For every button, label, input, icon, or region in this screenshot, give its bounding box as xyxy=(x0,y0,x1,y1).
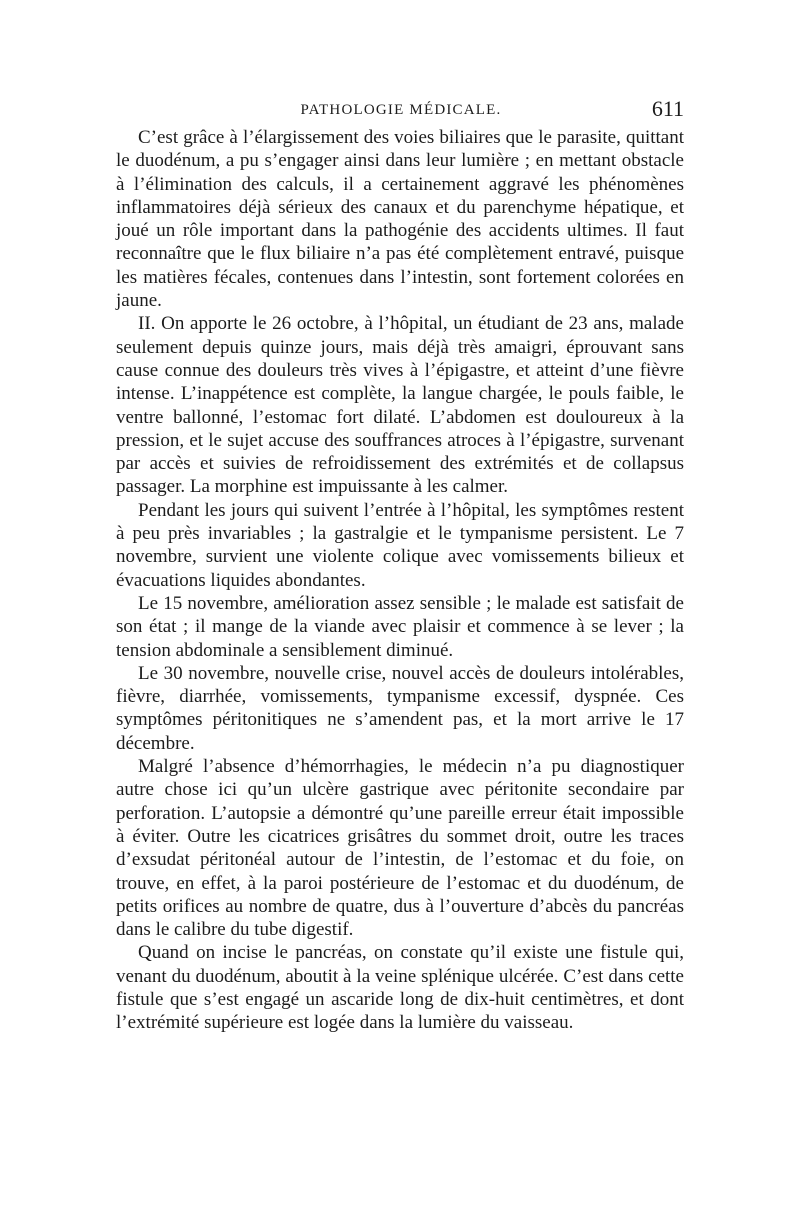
paragraph-3: Pendant les jours qui suivent l’entrée à l’hôpital, les symptômes restent à peu près invariables ; la gastralgie et le tympanisme persistent. Le 7 novembre, survient une violente colique avec vomissements bilieux et évacuations liquides abondantes. xyxy=(116,499,684,591)
paragraph-2: II. On apporte le 26 octobre, à l’hôpital, un étudiant de 23 ans, malade seulement depuis quinze jours, mais déjà très amaigri, éprouvant sans cause connue des douleurs très vives à l’épigastre, et atteint d’une fièvre intense. L’inappétence est complète, la langue chargée, le pouls faible, le ventre ballonné, l’estomac fort dilaté. L’abdomen est douloureux à la pression, et le sujet accuse des souffrances atroces à l’épigastre, survenant par accès et suivies de refroidissement des extrémités et de collapsus passager. La morphine est impuissante à les calmer. xyxy=(116,313,684,498)
running-head xyxy=(118,96,684,126)
body-text xyxy=(116,126,684,1035)
paragraph-7: Quand on incise le pancréas, on constate qu’il existe une fistule qui, venant du duodénum, aboutit à la veine splénique ulcérée. C’est dans cette fistule que s’est engagé un ascaride long de dix-huit centimètres, et dont l’extrémité supérieure est logée dans la lumière du vaisseau. xyxy=(116,942,684,1034)
page-number: 611 xyxy=(651,96,684,121)
paragraph-4: Le 15 novembre, amélioration assez sensible ; le malade est satisfait de son état ; il mange de la viande avec plaisir et commence à se lever ; la tension abdominale a sensiblement diminué. xyxy=(116,592,684,661)
running-title: PATHOLOGIE MÉDICALE. xyxy=(300,102,502,118)
paragraph-1: C’est grâce à l’élargissement des voies biliaires que le parasite, quittant le duodénum, a pu s’engager ainsi dans leur lumière ; en mettant obstacle à l’élimination des calculs, il a certainement aggravé les phénomènes inflammatoires déjà sérieux des canaux et du parenchyme hépatique, et joué un rôle important dans la pathogénie des accidents ultimes. Il faut reconnaître que le flux biliaire n’a pas été complètement entravé, puisque les matières fécales, contenues dans l’intestin, sont fortement colorées en jaune. xyxy=(116,127,684,312)
paragraph-5: Le 30 novembre, nouvelle crise, nouvel accès de douleurs intolérables, fièvre, diarrhée, vomissements, tympanisme excessif, dyspnée. Ces symptômes péritonitiques ne s’amendent pas, et la mort arrive le 17 décembre. xyxy=(116,662,684,754)
paragraph-6: Malgré l’absence d’hémorrhagies, le médecin n’a pu diagnostiquer autre chose ici qu’un ulcère gastrique avec péritonite secondaire par perforation. L’autopsie a démontré qu’une pareille erreur était impossible à éviter. Outre les cicatrices grisâtres du sommet droit, outre les traces d’exsudat péritonéal autour de l’intestin, de l’estomac et du foie, on trouve, en effet, à la paroi postérieure de l’estomac et du duodénum, de petits orifices au nombre de quatre, dus à l’ouverture d’abcès du pancréas dans le calibre du tube digestif. xyxy=(116,756,684,941)
